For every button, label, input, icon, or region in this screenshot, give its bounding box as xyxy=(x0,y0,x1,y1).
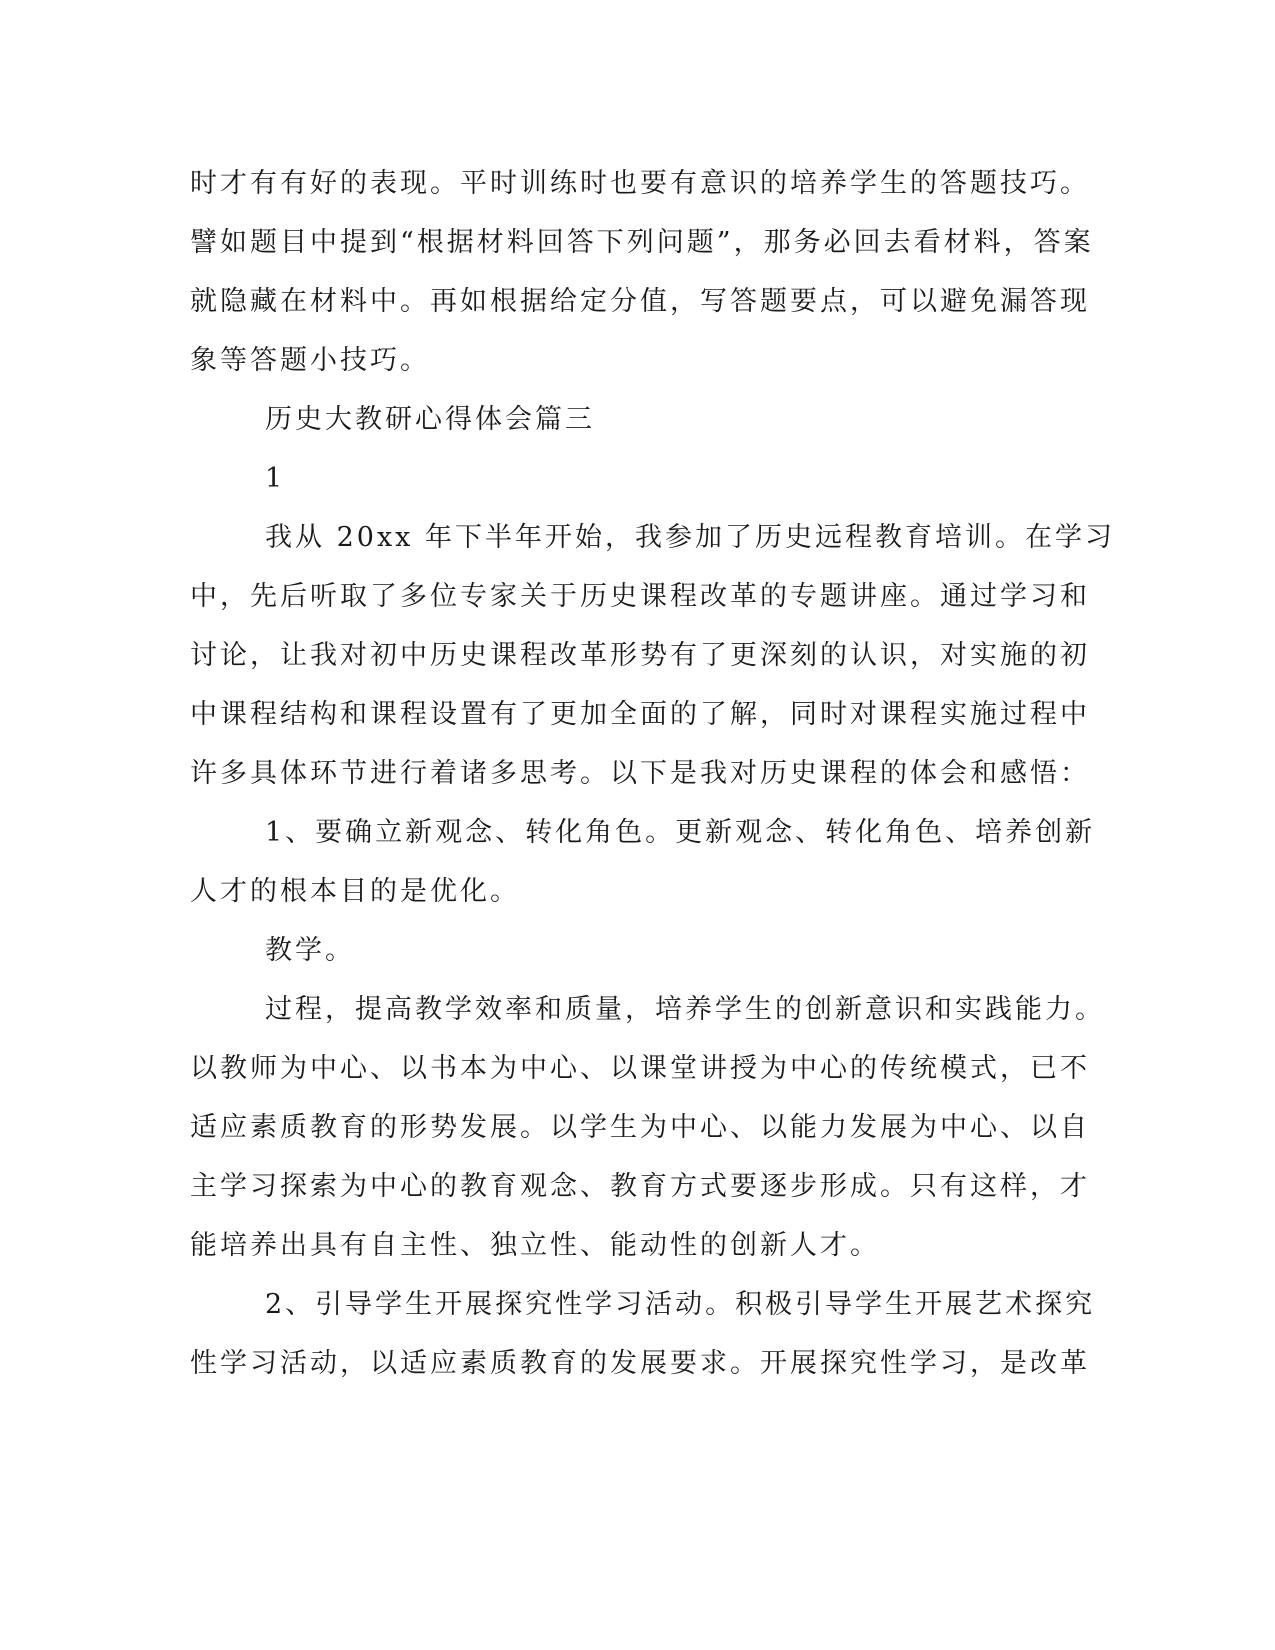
text-line: 2、引导学生开展探究性学习活动。积极引导学生开展艺术探究 xyxy=(265,1289,1096,1320)
text-line: 譬如题目中提到“根据材料回答下列问题”，那务必回去看材料，答案 xyxy=(190,227,1094,258)
text-line: 性学习活动，以适应素质教育的发展要求。开展探究性学习，是改革 xyxy=(190,1348,1090,1379)
text-line: 就隐藏在材料中。再如根据给定分值，写答题要点，可以避免漏答现 xyxy=(190,286,1090,317)
text-line: 过程，提高教学效率和质量，培养学生的创新意识和实践能力。 xyxy=(265,994,1105,1025)
text-line: 教学。 xyxy=(265,935,355,966)
text-line: 能培养出具有自主性、独立性、能动性的创新人才。 xyxy=(190,1230,880,1261)
text-line: 以教师为中心、以书本为中心、以课堂讲授为中心的传统模式，已不 xyxy=(190,1053,1090,1084)
text-line: 中课程结构和课程设置有了更加全面的了解，同时对课程实施过程中 xyxy=(190,699,1090,730)
text-line: 时才有有好的表现。平时训练时也要有意识的培养学生的答题技巧。 xyxy=(190,168,1090,199)
section-heading: 历史大教研心得体会篇三 xyxy=(265,404,595,435)
text-line: 适应素质教育的形势发展。以学生为中心、以能力发展为中心、以自 xyxy=(190,1112,1090,1143)
text-line: 许多具体环节进行着诸多思考。以下是我对历史课程的体会和感悟： xyxy=(190,758,1090,789)
text-line: 象等答题小技巧。 xyxy=(190,345,430,376)
text-line: 我从 20xx 年下半年开始，我参加了历史远程教育培训。在学习 xyxy=(265,522,1115,553)
section-number: 1 xyxy=(265,463,286,494)
text-line: 1、要确立新观念、转化角色。更新观念、转化角色、培养创新 xyxy=(265,817,1096,848)
text-line: 中，先后听取了多位专家关于历史课程改革的专题讲座。通过学习和 xyxy=(190,581,1090,612)
text-line: 主学习探索为中心的教育观念、教育方式要逐步形成。只有这样，才 xyxy=(190,1171,1090,1202)
text-line: 讨论，让我对初中历史课程改革形势有了更深刻的认识，对实施的初 xyxy=(190,640,1090,671)
text-line: 人才的根本目的是优化。 xyxy=(190,876,520,907)
